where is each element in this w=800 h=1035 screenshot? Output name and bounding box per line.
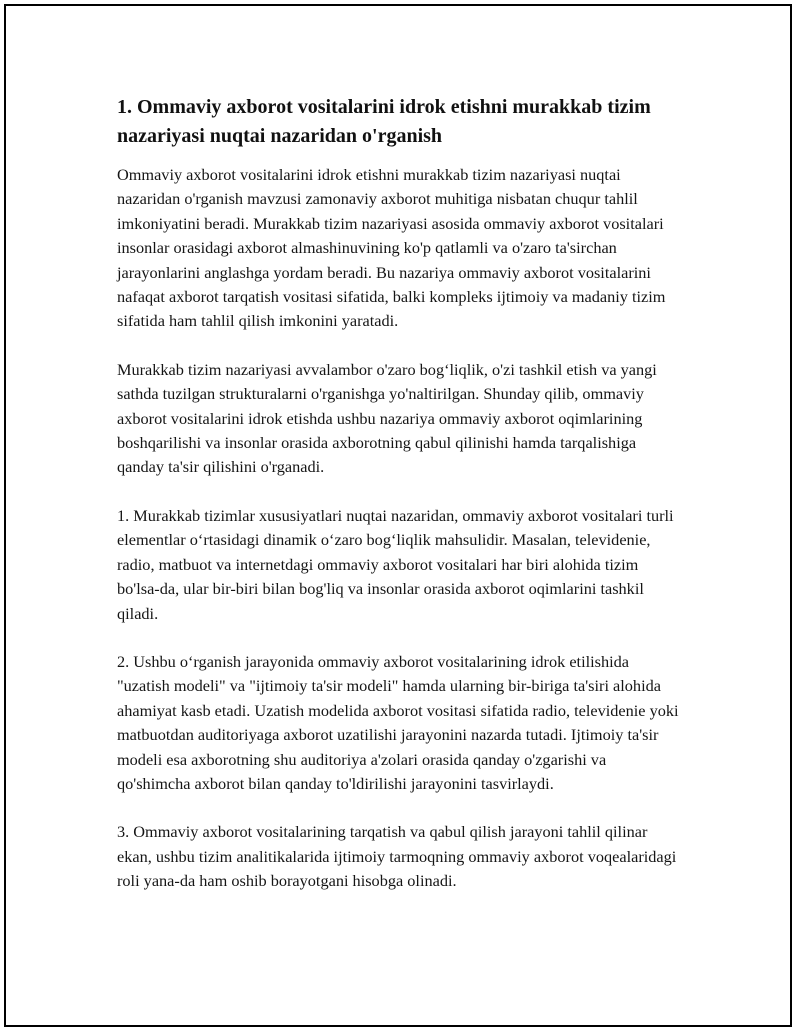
point-1-paragraph: 1. Murakkab tizimlar xususiyatlari nuqtai nazaridan, ommaviy axborot vositalari turli elementlar o‘rtasidagi dinamik o‘zaro bog‘liqlik mahsulidir. Masalan, televidenie, radio, matbuot va internetdagi ommaviy axborot vositalari har biri alohida tizim bo'lsa-da, ular bir-biri bilan bog'liq va insonlar orasida axborot oqimlarini tashkil qiladi. [117,505,674,623]
point-3-paragraph: 3. Ommaviy axborot vositalarining tarqatish va qabul qilish jarayoni tahlil qilinar ekan, ushbu tizim analitikalarida ijtimoiy tarmoqning ommaviy axborot voqealaridagi roli yana-da ham oshib borayotgani hisobga olinadi. [117,822,677,891]
theory-paragraph: Murakkab tizim nazariyasi avvalambor o'zaro bog‘liqlik, o'zi tashkil etish va yangi sathda tuzilgan strukturalarni o'rganishga yo'naltirilgan. Shunday qilib, ommaviy axborot vositalarini idrok etishda ushbu nazariya ommaviy axborot oqimlarining boshqarilishi va insonlar orasida axborotning qabul qilinishi hamda tarqalishiga qanday ta'sir qilishini o'rganadi. [117,359,657,477]
point-2-paragraph: 2. Ushbu o‘rganish jarayonida ommaviy axborot vositalarining idrok etilishida "uzatish modeli" va "ijtimoiy ta'sir modeli" hamda ularning bir-biriga ta'siri alohida ahamiyat kasb etadi. Uzatish modelida axborot vositasi sifatida radio, televidenie yoki matbuotdan auditoriyaga axborot uzatilishi jarayonini nazarda tutadi. Ijtimoiy ta'sir modeli esa axborotning shu auditoriya a'zolari orasida qanday o'zgarishi va qo'shimcha axborot bilan qanday to'ldirilishi jarayonini tasvirlaydi. [117,651,679,793]
intro-paragraph: Ommaviy axborot vositalarini idrok etishni murakkab tizim nazariyasi nuqtai nazaridan o'rganish mavzusi zamonaviy axborot muhitiga nisbatan chuqur tahlil imkoniyatini beradi. Murakkab tizim nazariyasi asosida ommaviy axborot vositalari insonlar orasidagi axborot almashinuvining ko'p qatlamli va o'zaro ta'sirchan jarayonlarini anglashga yordam beradi. Bu nazariya ommaviy axborot vositalarini nafaqat axborot tarqatish vositasi sifatida, balki kompleks ijtimoiy va madaniy tizim sifatida ham tahlil qilish imkonini yaratadi. [117,165,666,331]
section-heading: 1. Ommaviy axborot vositalarini idrok etishni murakkab tizim nazariyasi nuqtai nazaridan o'rganish [117,96,651,147]
document-body [117,93,682,894]
